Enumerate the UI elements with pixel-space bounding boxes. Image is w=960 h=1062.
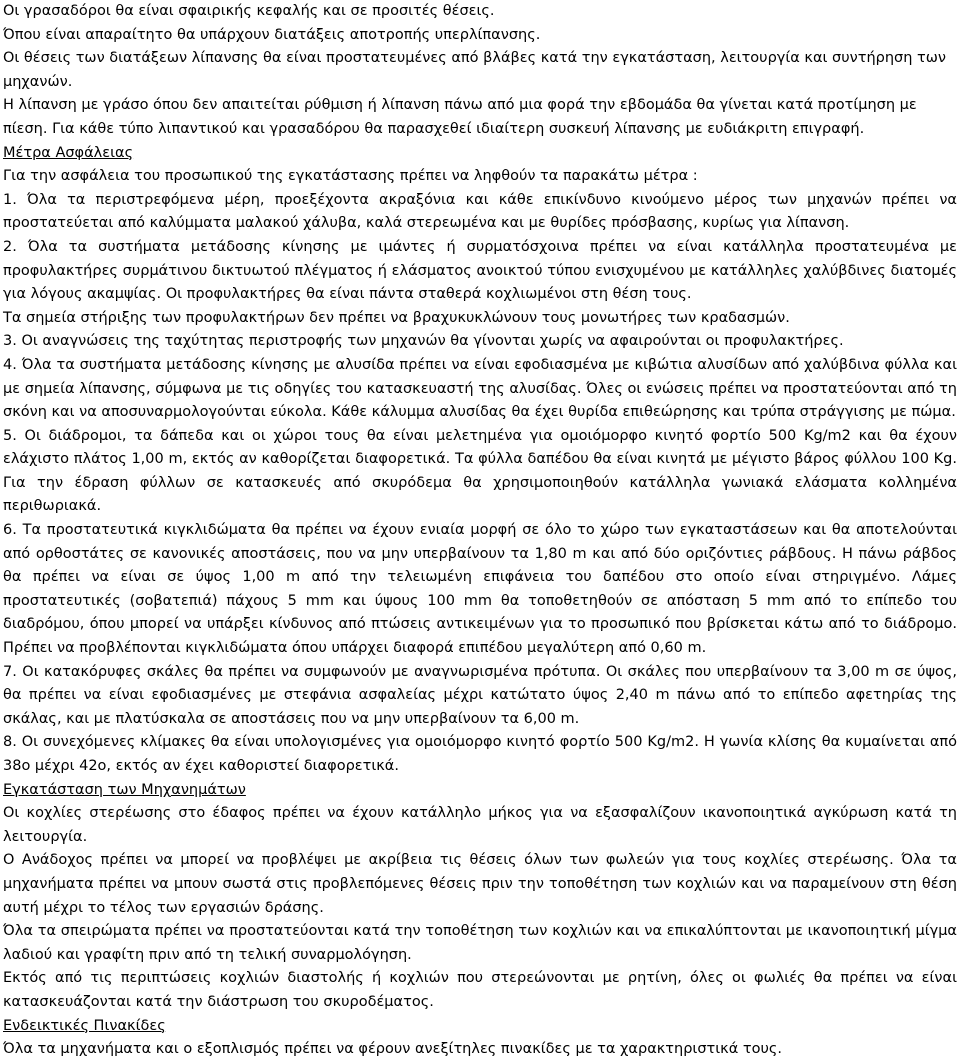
numbered-item-4: 4. Όλα τα συστήματα μετάδοσης κίνησης με αλυσίδα πρέπει να είναι εφοδιασμένα με κιβώτια αλυσίδων από χαλύβδινα φύλλα και με σημεία λίπανσης, σύμφωνα με τις οδηγίες του κατασκευαστή της αλυσίδας. Όλες οι ενώσεις πρέπει να προστατεύονται από τη σκόνη και να αποσυναρμολογούνται εύκολα. Κάθε κάλυμμα αλυσίδας θα έχει θυρίδα επιθεώρησης και τρύπα στράγγισης με πώμα. <box>3 356 957 421</box>
numbered-item-7: 7. Οι κατακόρυφες σκάλες θα πρέπει να συμφωνούν με αναγνωρισμένα πρότυπα. Οι σκάλες που υπερβαίνουν τα 3,00 m σε ύψος, θα πρέπει να είναι εφοδιασμένες με στεφάνια ασφαλείας μέχρι κατώτατο ύψος 2,40 m πάνω από το επίπεδο αφετηρίας της σκάλας, και με πλατύσκαλα σε αποστάσεις που να μην υπερβαίνουν τα 6,00 m. <box>3 663 957 727</box>
text-paragraph: Εκτός από τις περιπτώσεις κοχλιών διαστολής ή κοχλιών που στερεώνονται με ρητίνη, όλες οι φωλιές θα πρέπει να είναι κατασκευάζονται κατά την διάστρωση του σκυροδέματος. <box>3 970 957 1010</box>
text-paragraph: Για την ασφάλεια του προσωπικού της εγκατάστασης πρέπει να ληφθούν τα παρακάτω μέτρα : <box>3 168 698 185</box>
numbered-item-6: 6. Τα προστατευτικά κιγκλιδώματα θα πρέπει να έχουν ενιαία μορφή σε όλο το χώρο των εγκαταστάσεων και θα αποτελούνται από ορθοστάτες σε κανονικές αποστάσεις, που να μην υπερβαίνουν τα 1,80 m και από δύο οριζόντιες ράβδους. Η πάνω ράβδος θα πρέπει να είναι σε ύψος 1,00 m από την τελειωμένη επιφάνεια του δαπέδου στο οποίο είναι στηριγμένο. Λάμες προστατευτικές (σοβατεπιά) πάχους 5 mm και ύψους 100 mm θα τοποθετηθούν σε απόσταση 5 mm από το επίπεδο του διαδρόμου, όπου μπορεί να υπάρξει κίνδυνος από πτώσεις αντικειμένων για το προσωπικό που βρίσκεται κάτω από το διάδρομο. Πρέπει να προβλέπονται κιγκλιδώματα όπου υπάρχει διαφορά επιπέδου μεγαλύτερη από 0,60 m. <box>3 522 957 657</box>
text-paragraph: Οι θέσεις των διατάξεων λίπανσης θα είναι προστατευμένες από βλάβες κατά την εγκατάσταση, λειτουργία και συντήρηση των μηχανών. <box>3 50 946 90</box>
text-paragraph: Όλα τα σπειρώματα πρέπει να προστατεύονται κατά την τοποθέτηση των κοχλιών και να επικαλύπτονται με ικανοποιητική μίγμα λαδιού και γραφίτη πριν από τη τελική συναρμολόγηση. <box>3 923 957 963</box>
section-heading-safety-measures: Μέτρα Ασφάλειας <box>3 144 134 161</box>
text-paragraph: Ο Ανάδοχος πρέπει να μπορεί να προβλέψει με ακρίβεια τις θέσεις όλων των φωλεών για τους κοχλίες στερέωσης. Όλα τα μηχανήματα πρέπει να μπουν σωστά στις προβλεπόμενες θέσεις πριν την τοποθέτηση των κοχλιών και να παραμείνουν στη θέση αυτή μέχρι το τέλος των εργασιών δράσης. <box>3 852 957 916</box>
text-paragraph: Όλα τα μηχανήματα και ο εξοπλισμός πρέπει να φέρουν ανεξίτηλες πινακίδες με τα χαρακτηριστικά τους. <box>3 1041 782 1058</box>
text-paragraph: Όπου είναι απαραίτητο θα υπάρχουν διατάξεις αποτροπής υπερλίπανσης. <box>3 26 541 43</box>
text-paragraph: Οι κοχλίες στερέωσης στο έδαφος πρέπει να έχουν κατάλληλο μήκος για να εξασφαλίζουν ικανοποιητικά αγκύρωση κατά τη λειτουργία. <box>3 805 957 845</box>
numbered-item-3: 3. Οι αναγνώσεις της ταχύτητας περιστροφής των μηχανών θα γίνονται χωρίς να αφαιρούνται οι προφυλακτήρες. <box>3 333 844 350</box>
text-paragraph: Οι γρασαδόροι θα είναι σφαιρικής κεφαλής και σε προσιτές θέσεις. <box>3 3 495 19</box>
section-heading-machinery-installation: Εγκατάσταση των Μηχανημάτων <box>3 781 246 798</box>
numbered-item-5: 5. Οι διάδρομοι, τα δάπεδα και οι χώροι τους θα είναι μελετημένα για ομοιόμορφο κινητό φορτίο 500 Kg/m2 και θα έχουν ελάχιστο πλάτος 1,00 m, εκτός αν καθορίζεται διαφορετικά. Τα φύλλα δαπέδου θα είναι κινητά με μέγιστο βάρος φύλλου 100 Kg. Για την έδραση φύλλων σε κατασκευές από σκυρόδεμα θα χρησιμοποιηθούν κατάλληλα γωνιακά ελάσματα κολλημένα περιθωριακά. <box>3 427 957 515</box>
text-paragraph: Τα σημεία στήριξης των προφυλακτήρων δεν πρέπει να βραχυκυκλώνουν τους μονωτήρες των κραδασμών. <box>3 309 790 326</box>
text-paragraph: Η λίπανση με γράσο όπου δεν απαιτείται ρύθμιση ή λίπανση πάνω από μια φορά την εβδομάδα θα γίνεται κατά προτίμηση με πίεση. Για κάθε τύπο λιπαντικού και γρασαδόρου θα παρασχεθεί ιδιαίτερη συσκευή λίπανσης με ευδιάκριτη επιγραφή. <box>3 97 917 137</box>
numbered-item-1: 1. Όλα τα περιστρεφόμενα μέρη, προεξέχοντα ακραξόνια και κάθε επικίνδυνο κινούμενο μέρος των μηχανών πρέπει να προστατεύεται από καλύμματα μαλακού χάλυβα, καλά στερεωμένα και με θυρίδες πρόσβασης, κυρίως για λίπανση. <box>3 191 957 232</box>
section-heading-indicator-plates: Ενδεικτικές Πινακίδες <box>3 1017 166 1034</box>
numbered-item-2: 2. Όλα τα συστήματα μετάδοσης κίνησης με ιμάντες ή συρματόσχοινα πρέπει να είναι κατάλληλα προστατευμένα με προφυλακτήρες συρμάτινου δικτυωτού πλέγματος ή ελάσματος ανοικτού τύπου ενισχυμένου με κατάλληλες χαλύβδινες διατομές για λόγους ακαμψίας. Οι προφυλακτήρες θα είναι πάντα σταθερά κοχλιωμένοι στη θέση τους. <box>3 238 957 303</box>
numbered-item-8: 8. Οι συνεχόμενες κλίμακες θα είναι υπολογισμένες για ομοιόμορφο κινητό φορτίο 500 Kg/m2. Η γωνία κλίσης θα κυμαίνεται από 38o μέχρι 42o, εκτός αν έχει καθοριστεί διαφορετικά. <box>3 734 957 774</box>
